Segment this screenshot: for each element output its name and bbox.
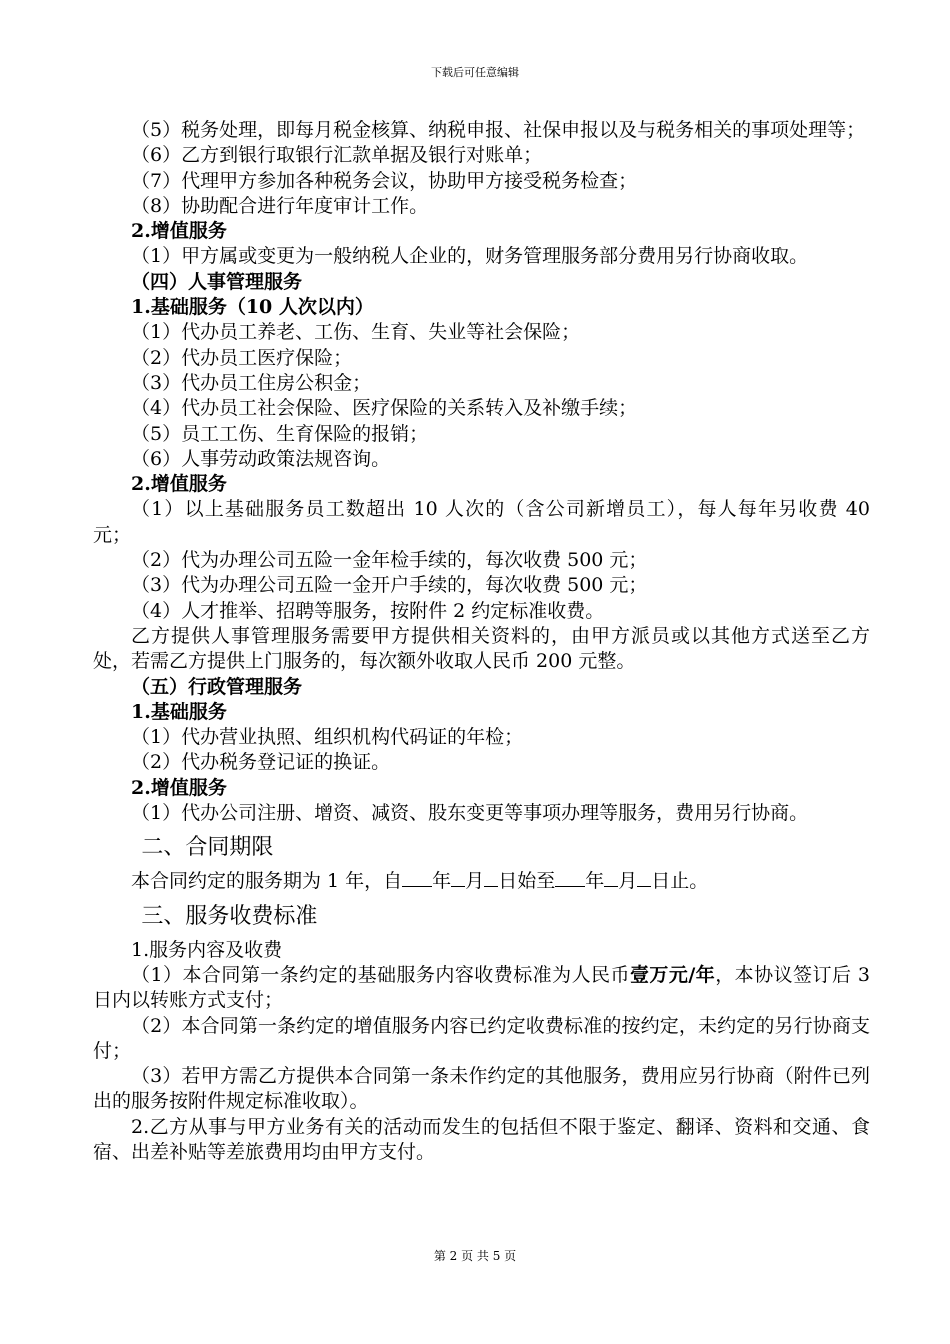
page-footer: 第 2 页 共 5 页 xyxy=(433,1249,517,1263)
term-year-2: 年 xyxy=(585,870,605,893)
page-header: 下载后可任意编辑 xyxy=(431,66,519,79)
hr-valueadded-item: （3）代为办理公司五险一金开户手续的，每次收费 500 元； xyxy=(131,574,648,597)
term-text-prefix: 本合同约定的服务期为 1 年，自 xyxy=(131,870,403,893)
fees-heading: 三、服务收费标准 xyxy=(141,903,318,929)
fees-item-1-suffix: ，本协议签订后 3 日内以转账方式支付； xyxy=(93,963,870,1012)
tax-item-7: （7）代理甲方参加各种税务会议，协助甲方接受税务检查； xyxy=(131,169,638,192)
tax-valueadded-item-1: （1）甲方属或变更为一般纳税人企业的，财务管理服务部分费用另行协商收取。 xyxy=(131,245,809,268)
blank-field xyxy=(604,869,618,887)
hr-basic-item: （5）员工工伤、生育保险的报销； xyxy=(131,422,429,445)
hr-basic-item: （2）代办员工医疗保险； xyxy=(131,346,353,369)
hr-basic-item: （4）代办员工社会保险、医疗保险的关系转入及补缴手续； xyxy=(131,397,638,420)
fees-sub1-title: 1.服务内容及收费 xyxy=(131,938,283,961)
hr-valueadded-item: （2）代为办理公司五险一金年检手续的，每次收费 500 元； xyxy=(131,549,648,572)
admin-valueadded-title: 2.增值服务 xyxy=(131,776,227,799)
term-day-1: 日始至 xyxy=(498,870,556,893)
hr-basic-title: 1.基础服务（10 人次以内） xyxy=(131,296,374,319)
hr-section-title: （四）人事管理服务 xyxy=(131,270,303,293)
admin-basic-title: 1.基础服务 xyxy=(131,700,227,723)
hr-valueadded-item: （1）以上基础服务员工数超出 10 人次的（含公司新增员工），每人每年另收费 40 元； xyxy=(93,498,870,546)
term-text xyxy=(93,869,870,894)
fees-sub2: 2.乙方从事与甲方业务有关的活动而发生的包括但不限于鉴定、翻译、资料和交通、食宿、出差补贴等差旅费用均由甲方支付。 xyxy=(93,1115,870,1163)
tax-item-5: （5）税务处理，即每月税金核算、纳税申报、社保申报以及与税务相关的事项处理等； xyxy=(131,119,866,141)
fees-item-1 xyxy=(93,963,870,1014)
hr-basic-item: （6）人事劳动政策法规咨询。 xyxy=(131,447,391,470)
hr-valueadded-title: 2.增值服务 xyxy=(131,473,227,496)
blank-field xyxy=(451,869,465,887)
admin-section-title: （五）行政管理服务 xyxy=(131,675,303,698)
blank-field xyxy=(402,869,432,887)
hr-basic-item: （1）代办员工养老、工伤、生育、失业等社会保险； xyxy=(131,321,581,344)
term-heading: 二、合同期限 xyxy=(141,835,274,861)
tax-item-8: （8）协助配合进行年度审计工作。 xyxy=(131,194,429,217)
admin-valueadded-item: （1）代办公司注册、增资、减资、股东变更等事项办理等服务，费用另行协商。 xyxy=(131,802,809,825)
hr-basic-item: （3）代办员工住房公积金； xyxy=(131,371,372,394)
term-month-2: 月 xyxy=(618,870,638,893)
hr-valueadded-item: （4）人才推举、招聘等服务，按附件 2 约定标准收费。 xyxy=(131,599,605,622)
tax-item-6: （6）乙方到银行取银行汇款单据及银行对账单； xyxy=(131,144,543,167)
term-year-1: 年 xyxy=(432,870,452,893)
tax-valueadded-title: 2.增值服务 xyxy=(131,220,227,243)
fees-item-2: （2）本合同第一条约定的增值服务内容已约定收费标准的按约定，未约定的另行协商支付； xyxy=(93,1014,870,1062)
admin-basic-item: （1）代办营业执照、组织机构代码证的年检； xyxy=(131,726,524,749)
fees-item-3: （3）若甲方需乙方提供本合同第一条未作约定的其他服务，费用应另行协商（附件已列出的服务按附件规定标准收取）。 xyxy=(93,1065,870,1113)
admin-basic-item: （2）代办税务登记证的换证。 xyxy=(131,751,391,774)
blank-field xyxy=(484,869,498,887)
fees-amount: 壹万元/年 xyxy=(629,963,716,986)
blank-field xyxy=(555,869,585,887)
blank-field xyxy=(637,869,651,887)
hr-note: 乙方提供人事管理服务需要甲方提供相关资料的，由甲方派员或以其他方式送至乙方处，若需乙方提供上门服务的，每次额外收取人民币 200 元整。 xyxy=(93,624,870,673)
term-month-1: 月 xyxy=(465,870,485,893)
term-day-2: 日止。 xyxy=(651,870,709,893)
document-body xyxy=(93,118,870,1165)
fees-item-1-prefix: （1）本合同第一条约定的基础服务内容收费标准为人民币 xyxy=(131,963,630,986)
